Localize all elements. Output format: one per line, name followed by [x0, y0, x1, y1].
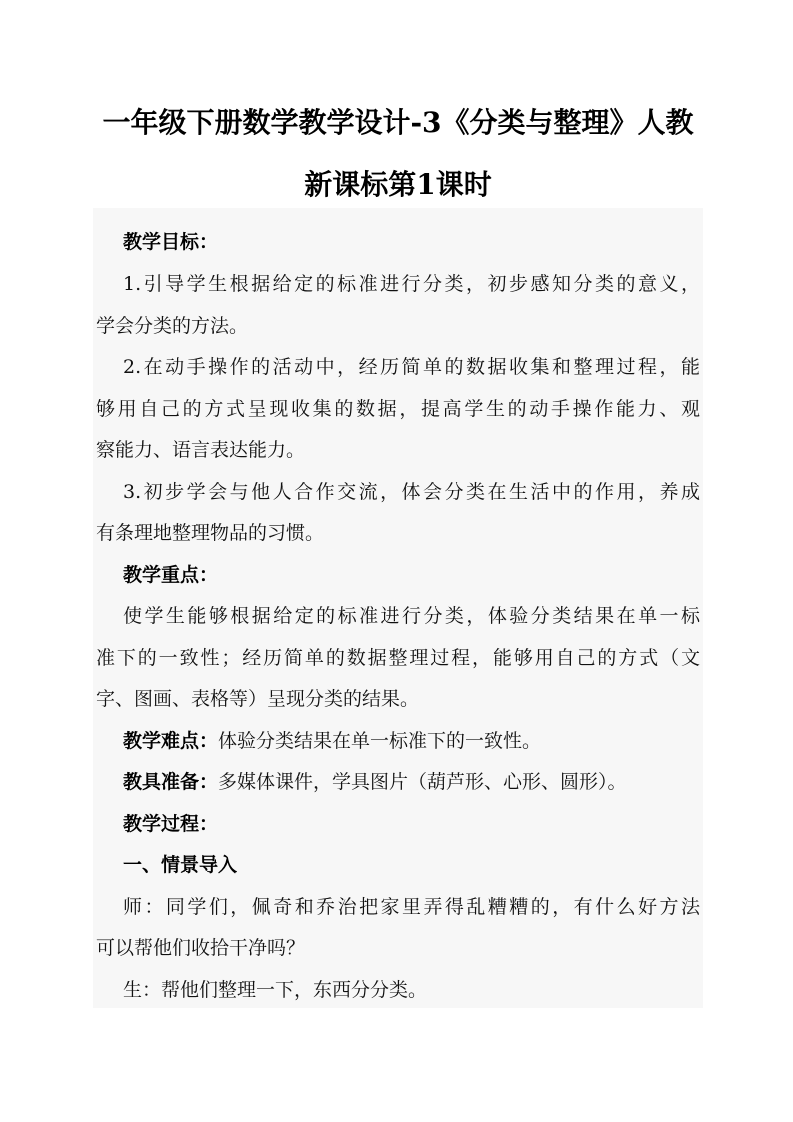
key-points-heading: 教学重点：	[123, 564, 219, 586]
key-points-line-1: 使学生能够根据给定的标准进行分类，体验分类结果在单一标	[123, 605, 700, 627]
materials-line	[96, 770, 700, 794]
objective-3-line-2: 有条理地整理物品的习惯。	[96, 522, 325, 544]
teacher-line-1: 师：同学们，佩奇和乔治把家里弄得乱糟糟的，有什么好方法	[123, 896, 700, 918]
key-points-line-2: 准下的一致性；经历简单的数据整理过程，能够用自己的方式（文	[96, 647, 700, 669]
difficulty-text: 体验分类结果在单一标准下的一致性。	[218, 730, 542, 752]
difficulty-line	[96, 729, 700, 753]
teacher-line-2: 可以帮他们收拾干净吗？	[96, 937, 306, 959]
document-title-line-2: 新课标第1课时	[304, 168, 492, 201]
objective-1-line-1: 1.引导学生根据给定的标准进行分类，初步感知分类的意义，	[123, 273, 700, 295]
objective-1-line-2: 学会分类的方法。	[96, 315, 249, 337]
objective-2-line-3: 察能力、语言表达能力。	[96, 439, 306, 461]
document-title-line-1: 一年级下册数学教学设计-3《分类与整理》人教	[102, 106, 694, 139]
objective-3-line-1: 3.初步学会与他人合作交流，体会分类在生活中的作用，养成	[123, 481, 700, 503]
process-heading: 教学过程：	[123, 813, 219, 835]
objectives-heading: 教学目标：	[123, 231, 219, 253]
materials-label: 教具准备：	[123, 771, 219, 793]
key-points-line-3: 字、图画、表格等）呈现分类的结果。	[96, 688, 420, 710]
materials-text: 多媒体课件，学具图片（葫芦形、心形、圆形）。	[218, 771, 627, 793]
objective-2-line-1: 2.在动手操作的活动中，经历简单的数据收集和整理过程，能	[123, 356, 700, 378]
section-1-heading: 一、情景导入	[123, 854, 238, 876]
objective-2-line-2: 够用自己的方式呈现收集的数据，提高学生的动手操作能力、观	[96, 398, 700, 420]
student-line: 生：帮他们整理一下，东西分分类。	[123, 979, 428, 1001]
difficulty-label: 教学难点：	[123, 730, 219, 752]
